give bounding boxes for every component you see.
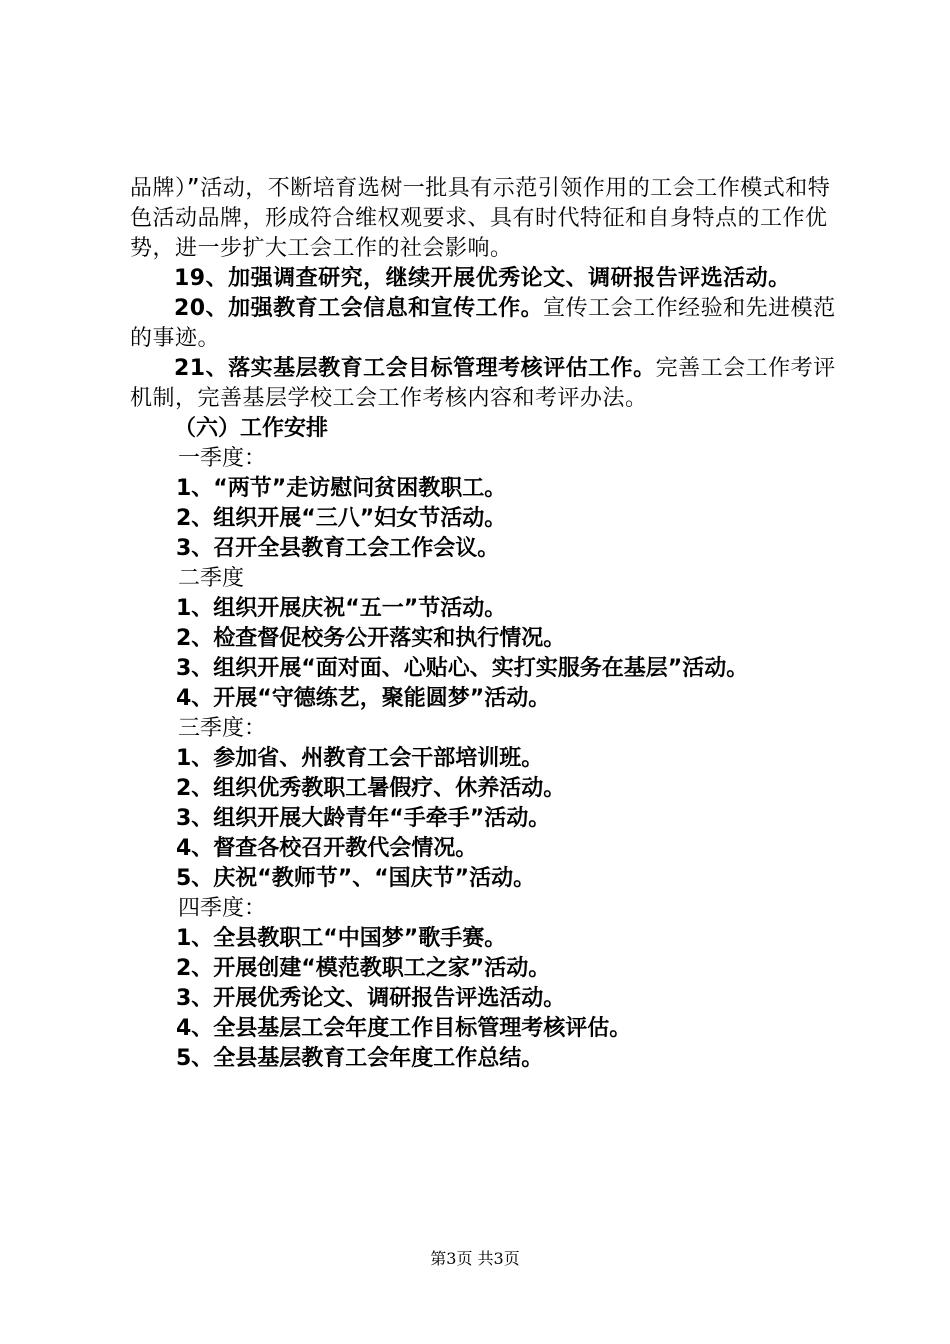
list-item: 3、组织开展“面对面、心贴心、实打实服务在基层”活动。 — [176, 656, 749, 681]
list-item: 2、组织开展“三八”妇女节活动。 — [176, 506, 507, 531]
list-item: 2、开展创建“模范教职工之家”活动。 — [176, 956, 551, 981]
list-item: 4、开展“守德练艺，聚能圆梦”活动。 — [176, 686, 551, 711]
paragraph-0 — [130, 174, 840, 264]
page-footer: 第3页 共3页 — [430, 1249, 520, 1268]
list-item: 2、组织优秀教职工暑假疗、休养活动。 — [176, 776, 566, 801]
list-item: 3、召开全县教育工会工作会议。 — [176, 536, 500, 561]
paragraph-19 — [130, 264, 840, 294]
quarter-title-4: 四季度： — [178, 896, 267, 921]
list-item: 3、组织开展大龄青年“手牵手”活动。 — [176, 806, 551, 831]
paragraph-20 — [130, 294, 840, 354]
list-item: 2、检查督促校务公开落实和执行情况。 — [176, 626, 566, 651]
list-item: 1、参加省、州教育工会干部培训班。 — [176, 746, 544, 771]
quarter-title-3: 三季度： — [178, 716, 267, 741]
list-item: 1、全县教职工“中国梦”歌手赛。 — [176, 926, 507, 951]
section-heading: （六）工作安排 — [174, 416, 329, 441]
paragraph-lead: 19、加强调查研究，继续开展优秀论文、调研报告评选活动。 — [174, 266, 791, 291]
list-item: 1、组织开展庆祝“五一”节活动。 — [176, 596, 507, 621]
paragraph-text: 品牌）”活动，不断培育选树一批具有示范引领作用的工会工作模式和特色活动品牌，形成符合维权观要求、具有时代特征和自身特点的工作优势，进一步扩大工会工作的社会影响。 — [130, 176, 831, 261]
quarter-title-2: 二季度 — [178, 566, 245, 591]
list-item: 4、督查各校召开教代会情况。 — [176, 836, 478, 861]
list-item: 5、庆祝“教师节”、“国庆节”活动。 — [176, 866, 536, 891]
paragraph-text: 完善工会工作考评机制，完善基层学校工会工作考核内容和考评办法。 — [130, 356, 836, 411]
document-body — [130, 174, 840, 1074]
paragraph-text: 宣传工会工作经验和先进模范的事迹。 — [130, 296, 836, 351]
list-item: 3、开展优秀论文、调研报告评选活动。 — [176, 986, 566, 1011]
list-item: 1、“两节”走访慰问贫困教职工。 — [176, 476, 507, 501]
paragraph-lead: 21、落实基层教育工会目标管理考核评估工作。 — [174, 356, 656, 381]
quarter-title-1: 一季度： — [178, 446, 267, 471]
list-item: 5、全县基层教育工会年度工作总结。 — [176, 1046, 544, 1071]
paragraph-21 — [130, 354, 840, 414]
paragraph-lead: 20、加强教育工会信息和宣传工作。 — [174, 296, 544, 321]
list-item: 4、全县基层工会年度工作目标管理考核评估。 — [176, 1016, 632, 1041]
